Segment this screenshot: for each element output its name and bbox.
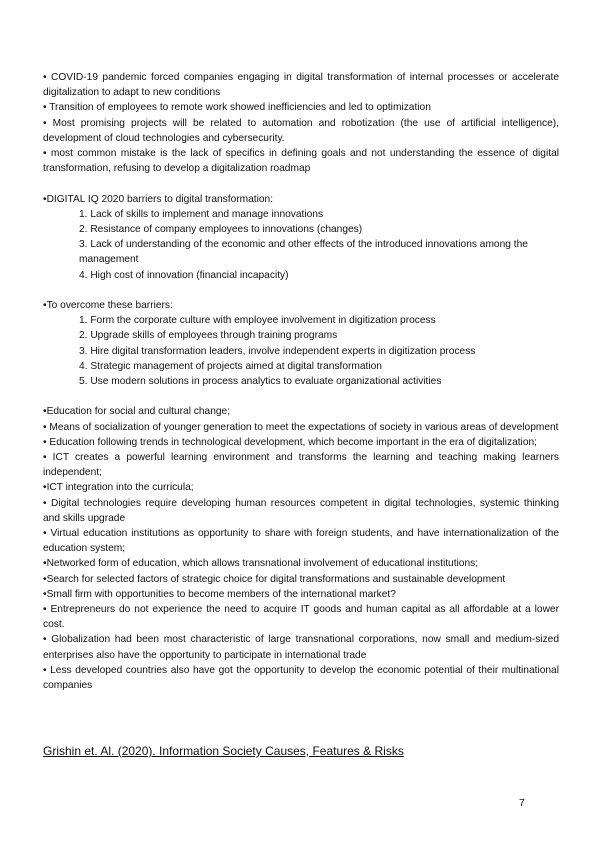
numbered-item: 1. Form the corporate culture with employee involvement in digitization process <box>79 315 436 327</box>
section-covid <box>43 70 559 176</box>
numbered-item: 4. Strategic management of projects aimed at digital transformation <box>79 360 382 372</box>
numbered-item: 2. Upgrade skills of employees through training programs <box>79 330 338 342</box>
section-overcome <box>43 298 559 389</box>
reference-link[interactable]: Grishin et. Al. (2020). Information Society Causes, Features & Risks <box>43 744 404 758</box>
numbered-item: 2. Resistance of company employees to innovations (changes) <box>79 224 363 236</box>
spacer <box>43 283 559 298</box>
numbered-item: 3. Hire digital transformation leaders, involve independent experts in digitization process <box>79 345 476 357</box>
bullet-item: • Entrepreneurs do not experience the need to acquire IT goods and human capital as all affordable at a lower cost. <box>43 604 559 631</box>
page-number: 7 <box>519 797 525 809</box>
overcome-heading: •To overcome these barriers: <box>43 300 173 312</box>
numbered-item: 3. Lack of understanding of the economic and other effects of the introduced innovations among the management <box>79 239 528 266</box>
bullet-item: • Less developed countries also have got the opportunity to develop the economic potential of their multinational companies <box>43 664 559 692</box>
spacer <box>43 176 559 191</box>
bullet-item: • Most promising projects will be related to automation and robotization (the use of artificial intelligence), development of cloud technologies and cybersecurity. <box>43 117 559 144</box>
numbered-item: 1. Lack of skills to implement and manage innovations <box>79 208 324 220</box>
bullet-item: • Transition of employees to remote work showed inefficiencies and led to optimization <box>43 102 431 114</box>
numbered-item: 4. High cost of innovation (financial incapacity) <box>79 269 289 281</box>
bullet-item: • Virtual education institutions as opportunity to share with foreign students, and have internationalization of the education system; <box>43 528 559 555</box>
bullet-item: • most common mistake is the lack of specifics in defining goals and not understanding the essence of digital transformation, refusing to develop a digitalization roadmap <box>43 148 559 175</box>
bullet-item: •Search for selected factors of strategic choice for digital transformations and sustainable development <box>43 573 506 585</box>
bullet-item: • Education following trends in technological development, which become important in the era of digitalization; <box>43 436 537 448</box>
section-education <box>43 404 559 693</box>
spacer <box>43 389 559 404</box>
section-barriers <box>43 192 559 283</box>
bullet-item: •Small firm with opportunities to become members of the international market? <box>43 588 396 600</box>
bullet-item: •Education for social and cultural change; <box>43 406 231 418</box>
bullet-item: •ICT integration into the curricula; <box>43 482 194 494</box>
bullet-item: • Globalization had been most characteristic of large transnational corporations, now small and medium-sized enterprises also have the opportunity to participate in international trade <box>43 634 559 661</box>
bullet-item: • Means of socialization of younger generation to meet the expectations of society in various areas of development <box>43 421 559 433</box>
numbered-item: 5. Use modern solutions in process analytics to evaluate organizational activities <box>79 376 442 388</box>
bullet-item: •Networked form of education, which allows transnational involvement of educational institutions; <box>43 558 479 570</box>
document-page <box>43 70 559 693</box>
bullet-item: • ICT creates a powerful learning environment and transforms the learning and teaching making learners independent; <box>43 452 559 479</box>
barriers-heading: •DIGITAL IQ 2020 barriers to digital transformation: <box>43 193 274 205</box>
bullet-item: • Digital technologies require developing human resources competent in digital technologies, systemic thinking and skills upgrade <box>43 497 559 524</box>
bullet-item: • COVID-19 pandemic forced companies engaging in digital transformation of internal processes or accelerate digitalization to adapt to new conditions <box>43 72 559 99</box>
